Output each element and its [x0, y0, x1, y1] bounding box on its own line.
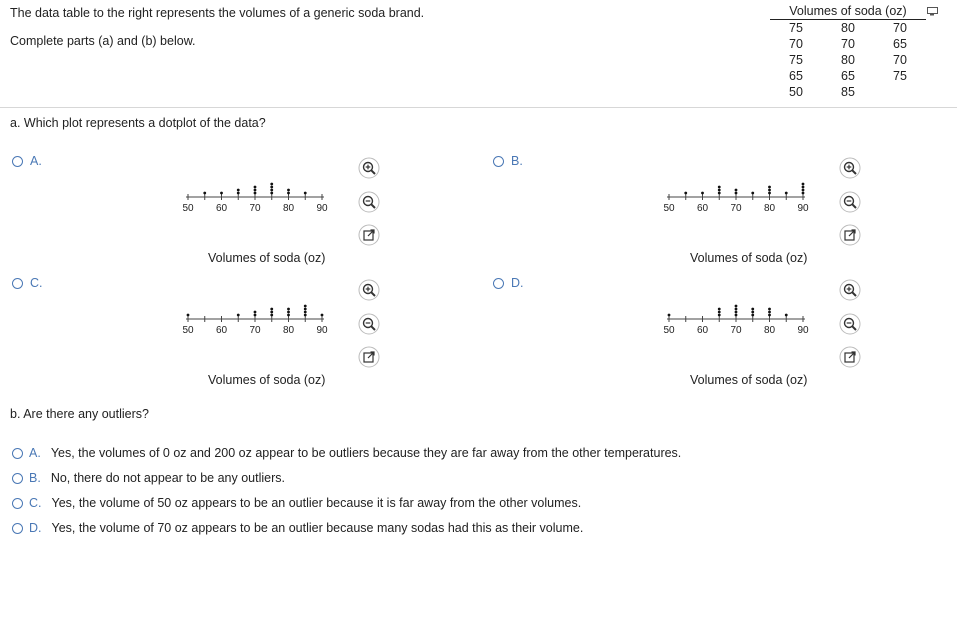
dot — [668, 314, 671, 317]
tick-label: 50 — [182, 325, 194, 336]
zoom-out-icon[interactable] — [358, 191, 380, 213]
outlier-option-d[interactable] — [12, 521, 583, 535]
popout-icon[interactable] — [839, 224, 861, 246]
option-a-label[interactable]: A. — [30, 154, 42, 168]
dot — [304, 311, 307, 314]
tick-label: 90 — [797, 325, 809, 336]
tick-label: 60 — [696, 203, 709, 214]
outlier-option-c-letter: C. — [29, 496, 42, 510]
outlier-option-b[interactable] — [12, 471, 285, 485]
dot — [735, 314, 738, 317]
tick-label: 90 — [316, 325, 328, 336]
option-c-label[interactable]: C. — [30, 276, 43, 290]
button-ring — [359, 192, 379, 212]
data-table-title: Volumes of soda (oz) — [770, 4, 926, 20]
dot — [802, 183, 805, 186]
dot — [802, 189, 805, 192]
part-b-question: b. Are there any outliers? — [10, 407, 149, 421]
tick-label: 80 — [763, 203, 776, 214]
dot — [287, 189, 290, 192]
tick-label: 70 — [730, 203, 742, 214]
dot — [270, 183, 273, 186]
popout-icon[interactable] — [358, 224, 380, 246]
button-ring — [840, 192, 860, 212]
tick-label: 80 — [763, 325, 776, 336]
option-b-label[interactable]: B. — [511, 154, 523, 168]
tick-label: 90 — [316, 203, 328, 214]
dot — [254, 189, 257, 192]
data-table-cell: 70 — [893, 21, 907, 35]
outlier-option-b-text[interactable]: No, there do not appear to be any outliers. — [50, 471, 285, 485]
dot — [768, 311, 771, 314]
data-table-cell: 85 — [841, 85, 855, 99]
data-table-cell: 65 — [841, 69, 855, 83]
dot — [735, 308, 738, 311]
dot — [187, 314, 190, 317]
dot — [802, 186, 805, 189]
data-table-row — [770, 68, 926, 84]
dot — [701, 192, 704, 195]
dot — [287, 192, 290, 195]
dot — [735, 305, 738, 308]
dot — [304, 308, 307, 311]
popout-icon[interactable] — [358, 346, 380, 368]
button-ring — [840, 158, 860, 178]
dot — [254, 192, 257, 195]
dotplot-a-caption: Volumes of soda (oz) — [208, 251, 326, 265]
data-table-cell: 75 — [789, 53, 803, 67]
data-table-cell: 70 — [789, 37, 803, 51]
dot — [270, 186, 273, 189]
dot — [321, 314, 324, 317]
zoom-out-icon[interactable] — [358, 313, 380, 335]
data-table — [770, 4, 926, 100]
dot — [254, 311, 257, 314]
dot — [304, 305, 307, 308]
dotplot-c — [174, 298, 334, 340]
dot — [237, 314, 240, 317]
dot — [735, 192, 738, 195]
dot — [735, 189, 738, 192]
dot — [287, 308, 290, 311]
dot — [751, 314, 754, 317]
button-ring — [840, 314, 860, 334]
dot — [254, 314, 257, 317]
outlier-option-d-radio[interactable] — [12, 523, 23, 534]
button-ring — [359, 280, 379, 300]
outlier-option-a[interactable] — [12, 446, 681, 460]
dot — [287, 311, 290, 314]
outlier-option-d-text[interactable]: Yes, the volume of 70 oz appears to be an outlier because many sodas had this as their volume. — [51, 521, 584, 535]
tick-label: 70 — [249, 325, 261, 336]
table-popout-icon[interactable] — [926, 6, 940, 18]
option-d-label[interactable]: D. — [511, 276, 524, 290]
option-a-radio[interactable] — [12, 156, 23, 167]
dot — [751, 192, 754, 195]
dot — [270, 192, 273, 195]
data-table-cell: 50 — [789, 85, 803, 99]
data-table-row — [770, 20, 926, 36]
dot — [254, 186, 257, 189]
data-table-cell: 75 — [789, 21, 803, 35]
data-table-cell: 80 — [841, 53, 855, 67]
dot — [785, 192, 788, 195]
data-table-row — [770, 84, 926, 100]
dot — [718, 186, 721, 189]
dot — [220, 192, 223, 195]
option-c-radio[interactable] — [12, 278, 23, 289]
divider-top — [0, 107, 957, 108]
data-table-cell — [874, 84, 926, 100]
dot — [287, 314, 290, 317]
outlier-option-c[interactable] — [12, 496, 581, 510]
dot — [270, 311, 273, 314]
dot — [768, 186, 771, 189]
outlier-option-b-radio[interactable] — [12, 473, 23, 484]
data-table-row — [770, 36, 926, 52]
tick-label: 50 — [182, 203, 194, 214]
option-d-radio[interactable] — [493, 278, 504, 289]
dot — [768, 314, 771, 317]
data-table-cell: 65 — [789, 69, 803, 83]
dot — [203, 192, 206, 195]
tick-label: 70 — [249, 203, 261, 214]
dot — [718, 308, 721, 311]
dot — [304, 314, 307, 317]
dot — [785, 314, 788, 317]
dot — [237, 192, 240, 195]
tick-label: 70 — [730, 325, 742, 336]
dot — [751, 308, 754, 311]
dot — [718, 192, 721, 195]
intro-text: The data table to the right represents the volumes of a generic soda brand. — [10, 6, 425, 20]
zoom-out-icon[interactable] — [839, 191, 861, 213]
dot — [735, 311, 738, 314]
data-table-cell: 65 — [893, 37, 907, 51]
tick-label: 50 — [663, 203, 675, 214]
option-b-radio[interactable] — [493, 156, 504, 167]
data-table-cell: 70 — [893, 53, 907, 67]
dot — [768, 308, 771, 311]
tick-label: 80 — [282, 203, 295, 214]
dotplot-b — [655, 176, 815, 218]
button-ring — [359, 314, 379, 334]
tick-label: 60 — [696, 325, 709, 336]
outlier-option-a-letter: A. — [29, 446, 41, 460]
outlier-option-d-letter: D. — [29, 521, 42, 535]
dot — [802, 192, 805, 195]
dot — [718, 314, 721, 317]
zoom-in-icon[interactable] — [358, 279, 380, 301]
outlier-option-c-radio[interactable] — [12, 498, 23, 509]
popout-icon[interactable] — [839, 346, 861, 368]
dot — [751, 311, 754, 314]
dot — [768, 192, 771, 195]
dotplot-a — [174, 176, 334, 218]
data-table-cell: 70 — [841, 37, 855, 51]
button-ring — [840, 280, 860, 300]
tick-label: 60 — [215, 203, 228, 214]
outlier-option-b-letter: B. — [29, 471, 41, 485]
dot — [718, 189, 721, 192]
dotplot-d — [655, 298, 815, 340]
outlier-option-a-text[interactable]: Yes, the volumes of 0 oz and 200 oz appear to be outliers because they are far away from the other temperatures. — [50, 446, 682, 460]
dot — [768, 189, 771, 192]
data-table-cell: 80 — [841, 21, 855, 35]
dotplot-c-caption: Volumes of soda (oz) — [208, 373, 326, 387]
outlier-option-c-text[interactable]: Yes, the volume of 50 oz appears to be an outlier because it is far away from the other volumes. — [51, 496, 582, 510]
tick-label: 90 — [797, 203, 809, 214]
dot — [270, 189, 273, 192]
dotplot-d-caption: Volumes of soda (oz) — [690, 373, 808, 387]
zoom-in-icon[interactable] — [358, 157, 380, 179]
zoom-out-icon[interactable] — [839, 313, 861, 335]
instruction-text: Complete parts (a) and (b) below. — [10, 34, 196, 48]
data-table-cell: 75 — [893, 69, 907, 83]
part-a-question: a. Which plot represents a dotplot of the data? — [10, 116, 266, 130]
data-table-row — [770, 52, 926, 68]
dot — [684, 192, 687, 195]
dot — [237, 189, 240, 192]
dot — [270, 314, 273, 317]
tick-label: 80 — [282, 325, 295, 336]
tick-label: 50 — [663, 325, 675, 336]
outlier-option-a-radio[interactable] — [12, 448, 23, 459]
dot — [304, 192, 307, 195]
dot — [270, 308, 273, 311]
data-table-body — [770, 20, 926, 100]
tick-label: 60 — [215, 325, 228, 336]
dotplot-b-caption: Volumes of soda (oz) — [690, 251, 808, 265]
zoom-in-icon[interactable] — [839, 157, 861, 179]
button-ring — [359, 158, 379, 178]
dot — [718, 311, 721, 314]
zoom-in-icon[interactable] — [839, 279, 861, 301]
